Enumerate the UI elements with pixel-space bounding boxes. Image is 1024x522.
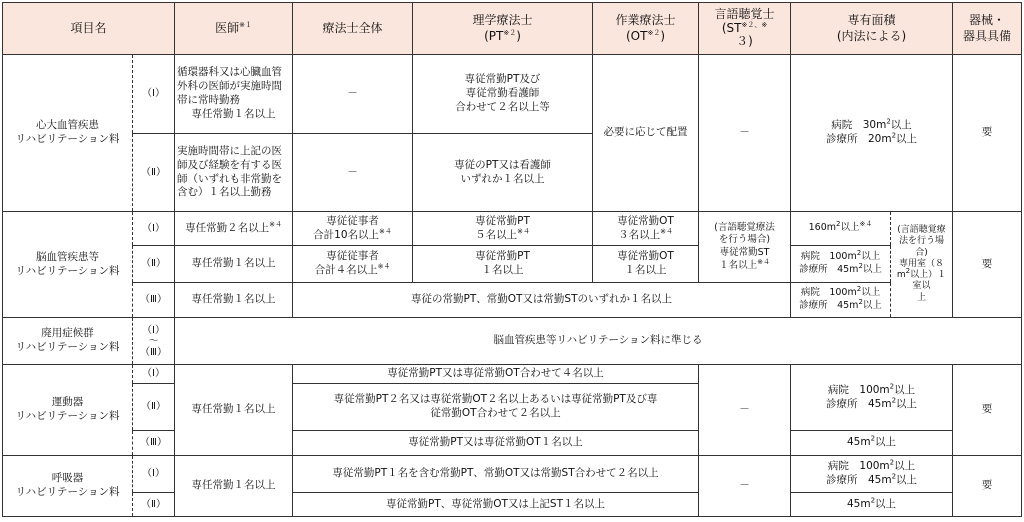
header-item: 項目名 <box>3 3 175 55</box>
cerebro-pt-r1: 専従常勤PT ５名以上$^{※4}$ <box>413 212 593 246</box>
locomotor-area-r12: 病院 $100m^2$以上 診療所 $45m^2$以上 <box>791 365 953 431</box>
respiratory-r1-combined: 専従常勤PT１名を含む常勤PT、常勤OT又は常勤ST合わせて２名以上 <box>293 456 699 493</box>
cerebro-area-r1: $160m^2$以上$^{※4}$ <box>791 212 891 246</box>
item-cardio: 心大血管疾患 リハビリテーション料 <box>3 55 133 212</box>
locomotor-equipment: 要 <box>953 365 1022 456</box>
cardio-doctor-r1: 循環器科又は心臓血管 外科の医師が実施時間 帯に常時勤務 専任常勤１名以上 <box>175 55 293 134</box>
locomotor-area-r3: $45m^2$以上 <box>791 431 953 456</box>
cerebro-area-r3: 病院 $100m^2$以上 診療所 $45m^2$以上 <box>791 283 891 318</box>
cerebro-doctor-r1: 専任常勤２名以上$^{※4}$ <box>175 212 293 246</box>
header-equipment: 器械・ 器具具備 <box>953 3 1022 55</box>
disuse-content: 脳血管疾患等リハビリテーション料に準じる <box>175 318 1022 365</box>
cardio-therapist-r1: － <box>293 55 413 134</box>
respiratory-doctor: 専任常勤１名以上 <box>175 456 293 517</box>
table-row <box>3 212 1022 246</box>
respiratory-area-r2: $45m^2$以上 <box>791 493 953 517</box>
locomotor-doctor: 専任常勤１名以上 <box>175 365 293 456</box>
locomotor-r3-combined: 専従常勤PT又は専従常勤OT１名以上 <box>293 431 699 456</box>
grade-label: （Ⅰ） <box>133 365 175 384</box>
cardio-equipment: 要 <box>953 55 1022 212</box>
item-respiratory: 呼吸器 リハビリテーション料 <box>3 456 133 517</box>
cerebro-therapist-r2: 専従従事者 合計４名以上$^{※4}$ <box>293 246 413 283</box>
cardio-therapist-r2: － <box>293 134 413 212</box>
locomotor-st: － <box>699 365 791 456</box>
rehab-requirements-table <box>2 2 1022 517</box>
table-row <box>3 365 1022 384</box>
cardio-pt-r2: 専従のPT又は看護師 いずれか１名以上 <box>413 134 593 212</box>
grade-label: （Ⅰ） <box>133 456 175 493</box>
cardio-area: 病院 $30m^2$以上 診療所 $20m^2$以上 <box>791 55 953 212</box>
table-row <box>3 283 1022 318</box>
cerebro-area-r2: 病院 $100m^2$以上 診療所 $45m^2$以上 <box>791 246 891 283</box>
cerebro-ot-r2: 専従常勤OT １名以上 <box>593 246 699 283</box>
header-area: 専有面積 (内法による) <box>791 3 953 55</box>
cerebro-ot-r1: 専従常勤OT ３名以上$^{※4}$ <box>593 212 699 246</box>
header-therapist-all: 療法士全体 <box>293 3 413 55</box>
table-row <box>3 493 1022 517</box>
grade-label: （Ⅱ） <box>133 493 175 517</box>
respiratory-r2-combined: 専従常勤PT、専従常勤OT又は上記ST１名以上 <box>293 493 699 517</box>
item-locomotor: 運動器 リハビリテーション料 <box>3 365 133 456</box>
respiratory-st: － <box>699 456 791 517</box>
locomotor-r2-combined: 専従常勤PT２名又は専従常勤OT２名以上あるいは専従常勤PT及び専 従常勤OT合わせて２名以上 <box>293 384 699 431</box>
cerebro-r3-combined: 専従の常勤PT、常勤OT又は常勤STのいずれか１名以上 <box>293 283 791 318</box>
cerebro-st: (言語聴覚療法 を行う場合) 専従常勤ST １名以上$^{※4}$ <box>699 212 791 283</box>
grade-label: （Ⅱ） <box>133 384 175 431</box>
grade-label: （Ⅰ） <box>133 212 175 246</box>
item-disuse: 廃用症候群 リハビリテーション料 <box>3 318 133 365</box>
header-pt: 理学療法士 (PT$^{※2}$) <box>413 3 593 55</box>
respiratory-area-r1: 病院 $100m^2$以上 診療所 $45m^2$以上 <box>791 456 953 493</box>
header-doctor: 医師$^{※1}$ <box>175 3 293 55</box>
cardio-st: － <box>699 55 791 212</box>
cerebro-doctor-r2: 専任常勤１名以上 <box>175 246 293 283</box>
cerebro-area-st: (言語聴覚療 法を行う場 合) 専用室（$8m^2$以上）１室以 上 <box>891 212 953 318</box>
table-row <box>3 318 1022 365</box>
table-row <box>3 431 1022 456</box>
cerebro-pt-r2: 専従常勤PT １名以上 <box>413 246 593 283</box>
locomotor-r1-combined: 専従常勤PT又は専従常勤OT合わせて４名以上 <box>293 365 699 384</box>
header-ot: 作業療法士 (OT$^{※2}$) <box>593 3 699 55</box>
cerebro-doctor-r3: 専任常勤１名以上 <box>175 283 293 318</box>
cerebro-therapist-r1: 専従従事者 合計10名以上$^{※4}$ <box>293 212 413 246</box>
grade-label: （Ⅰ） <box>133 55 175 134</box>
item-cerebro: 脳血管疾患等 リハビリテーション料 <box>3 212 133 318</box>
cardio-pt-r1: 専従常勤PT及び 専従常勤看護師 合わせて２名以上等 <box>413 55 593 134</box>
cardio-doctor-r2: 実施時間帯に上記の医 師及び経験を有する医 師（いずれも非常勤を 含む）１名以上勤務 <box>175 134 293 212</box>
cerebro-equipment: 要 <box>953 212 1022 318</box>
header-row <box>3 3 1022 55</box>
grade-label: （Ⅰ） ～ （Ⅲ） <box>133 318 175 365</box>
table-row <box>3 456 1022 493</box>
grade-label: （Ⅱ） <box>133 246 175 283</box>
grade-label: （Ⅲ） <box>133 283 175 318</box>
table-row <box>3 55 1022 134</box>
header-st: 言語聴覚士 ($ST^{※2、※}$ ３) <box>699 3 791 55</box>
grade-label: （Ⅱ） <box>133 134 175 212</box>
table-row <box>3 246 1022 283</box>
cardio-ot: 必要に応じて配置 <box>593 55 699 212</box>
respiratory-equipment: 要 <box>953 456 1022 517</box>
grade-label: （Ⅲ） <box>133 431 175 456</box>
